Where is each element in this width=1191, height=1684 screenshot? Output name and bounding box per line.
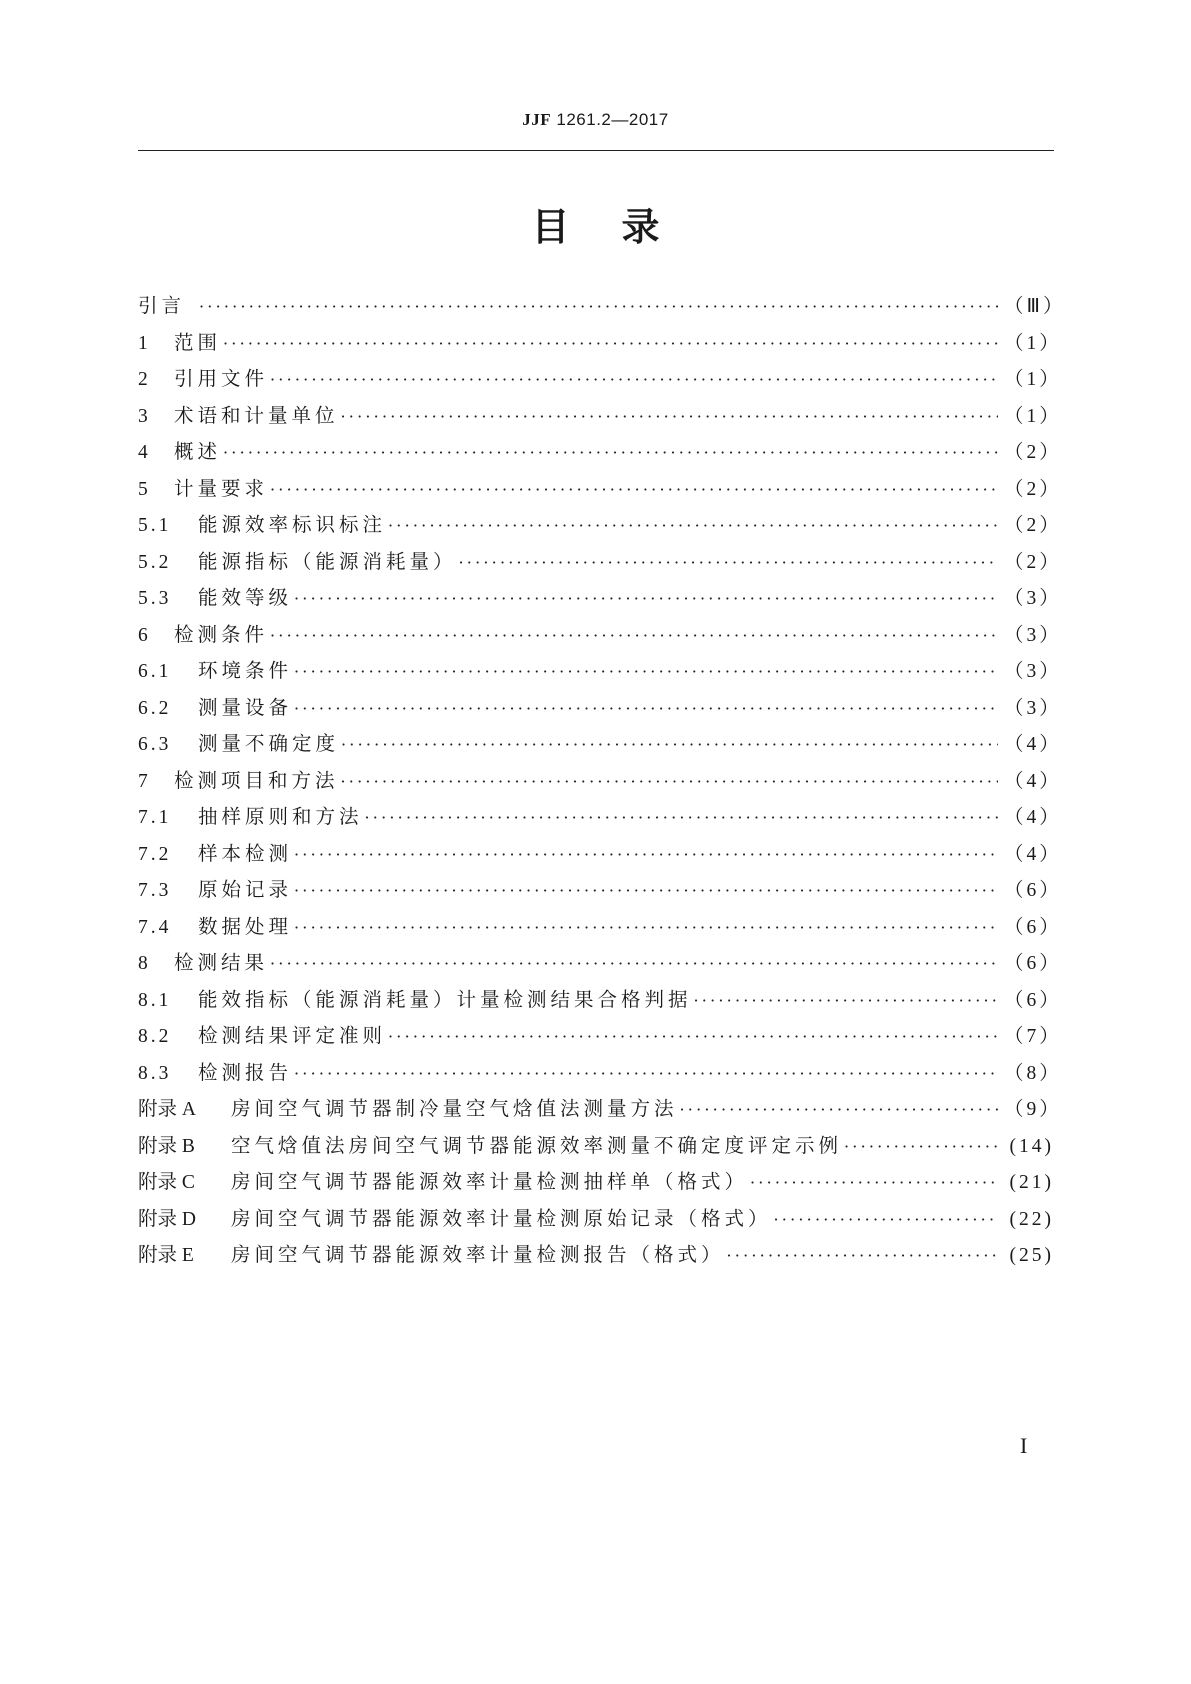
toc-entry-label: 空气焓值法房间空气调节器能源效率测量不确定度评定示例 <box>231 1133 843 1157</box>
toc-entry-page: (14) <box>1009 1135 1054 1157</box>
dot-leader <box>199 297 998 316</box>
toc-entry-page: （6） <box>1004 953 1062 974</box>
toc-entry[interactable] <box>138 582 1062 619</box>
toc-entry-label: 抽样原则和方法 <box>198 805 363 828</box>
toc-entry-label: 范围 <box>174 330 222 354</box>
toc-entry[interactable] <box>138 546 1062 583</box>
toc-entry-page: （9） <box>1004 1099 1062 1120</box>
dot-leader <box>270 480 998 499</box>
dot-leader <box>294 881 998 900</box>
dot-leader <box>388 1027 998 1046</box>
toc-entry-number: 6 <box>138 624 151 646</box>
toc-entry-number: 2 <box>138 369 151 390</box>
dot-leader <box>270 626 998 645</box>
toc-entry-number: 7 <box>138 770 151 792</box>
page-number: I <box>1020 1433 1028 1458</box>
dot-leader <box>774 1210 998 1229</box>
toc-entry-label: 测量不确定度 <box>198 732 340 755</box>
toc-entry-number: 附录 E <box>138 1245 194 1266</box>
dot-leader <box>294 589 998 608</box>
toc-entry-label: 术语和计量单位 <box>174 403 339 427</box>
toc-entry-label: 检测项目和方法 <box>174 768 339 792</box>
toc-entry-number: 7.1 <box>138 807 172 828</box>
toc-entry[interactable] <box>138 473 1062 510</box>
toc-entry-number: 附录 D <box>138 1208 196 1230</box>
table-of-contents <box>138 290 1066 1276</box>
toc-entry-number: 6.2 <box>138 697 172 719</box>
toc-entry-page: （3） <box>1004 588 1062 609</box>
dot-leader <box>270 954 998 973</box>
toc-entry-page: （3） <box>1004 697 1062 719</box>
toc-entry-page: (21) <box>1009 1172 1054 1193</box>
toc-entry[interactable] <box>138 1093 1062 1130</box>
dot-leader <box>459 553 998 572</box>
toc-entry-number: 附录 C <box>138 1172 195 1193</box>
toc-entry[interactable] <box>138 1203 1054 1240</box>
toc-entry-number: 8.1 <box>138 989 172 1011</box>
dot-leader <box>294 699 998 718</box>
toc-entry-page: （4） <box>1004 807 1062 828</box>
toc-entry-number: 3 <box>138 405 151 427</box>
toc-entry[interactable] <box>138 436 1062 473</box>
toc-entry-page: （2） <box>1004 478 1062 500</box>
dot-leader <box>680 1100 998 1119</box>
dot-leader <box>294 918 998 937</box>
dot-leader <box>294 845 998 864</box>
toc-entry[interactable] <box>138 290 1066 327</box>
toc-entry-label: 环境条件 <box>198 659 293 682</box>
toc-entry-label: 原始记录 <box>198 878 293 901</box>
document-code-header <box>0 110 1191 130</box>
dot-leader <box>341 407 998 426</box>
standard-number: 1261.2—2017 <box>551 110 669 129</box>
toc-entry-page: （6） <box>1004 880 1062 901</box>
toc-entry[interactable] <box>138 838 1062 875</box>
toc-entry-page: （4） <box>1004 734 1062 755</box>
toc-entry-page: （2） <box>1004 515 1062 536</box>
dot-leader <box>365 808 998 827</box>
toc-entry[interactable] <box>138 947 1062 984</box>
toc-entry-label: 检测报告 <box>198 1060 293 1084</box>
toc-entry[interactable] <box>138 655 1062 692</box>
toc-entry-label: 房间空气调节器能源效率计量检测抽样单（格式） <box>231 1170 749 1193</box>
toc-entry[interactable] <box>138 1020 1062 1057</box>
toc-entry-page: （1） <box>1004 405 1062 427</box>
toc-entry[interactable] <box>138 509 1062 546</box>
toc-entry-number: 7.2 <box>138 843 172 865</box>
toc-entry-label: 检测结果 <box>174 951 269 974</box>
dot-leader <box>341 735 998 754</box>
dot-leader <box>694 991 998 1010</box>
toc-entry-label: 房间空气调节器能源效率计量检测原始记录（格式） <box>231 1206 772 1230</box>
toc-entry-page: （8） <box>1004 1062 1062 1084</box>
toc-entry-page: （1） <box>1004 369 1062 390</box>
toc-entry-label: 概述 <box>174 440 222 463</box>
toc-entry-number: 6.3 <box>138 734 172 755</box>
toc-entry-label: 计量要求 <box>174 476 269 500</box>
toc-entry[interactable] <box>138 874 1062 911</box>
toc-entry-page: (22) <box>1009 1208 1054 1230</box>
toc-entry[interactable] <box>138 1166 1054 1203</box>
toc-entry-label: 引用文件 <box>174 367 269 390</box>
standard-prefix: JJF <box>522 110 552 129</box>
toc-entry[interactable] <box>138 728 1062 765</box>
toc-entry[interactable] <box>138 619 1062 656</box>
toc-entry-label: 房间空气调节器制冷量空气焓值法测量方法 <box>231 1097 678 1120</box>
dot-leader <box>341 772 998 791</box>
dot-leader <box>388 516 998 535</box>
toc-entry-page: （3） <box>1004 624 1062 646</box>
toc-entry-number: 1 <box>138 332 151 354</box>
toc-entry-label: 能效等级 <box>198 586 293 609</box>
toc-entry[interactable] <box>138 1239 1054 1276</box>
toc-entry-label: 样本检测 <box>198 841 293 865</box>
toc-entry-number: 7.4 <box>138 916 172 938</box>
toc-entry-page: （4） <box>1004 770 1062 792</box>
toc-entry-number: 7.3 <box>138 880 172 901</box>
dot-leader <box>270 370 998 389</box>
dot-leader <box>750 1173 998 1192</box>
toc-entry-number: 5.2 <box>138 551 172 573</box>
dot-leader <box>727 1246 998 1265</box>
page-title: 目录 <box>531 205 712 249</box>
toc-entry-label: 房间空气调节器能源效率计量检测报告（格式） <box>231 1243 725 1266</box>
toc-entry-label: 测量设备 <box>198 695 293 719</box>
toc-entry[interactable] <box>138 984 1062 1021</box>
dot-leader <box>294 1064 998 1083</box>
dot-leader <box>294 662 998 681</box>
toc-entry-number: 8.3 <box>138 1062 172 1084</box>
toc-entry-number: 5 <box>138 478 151 500</box>
dot-leader <box>223 443 998 462</box>
toc-entry-label: 检测结果评定准则 <box>198 1024 387 1047</box>
toc-entry-page: （2） <box>1004 551 1062 573</box>
toc-entry-page: （4） <box>1004 843 1062 865</box>
toc-entry-label: 能源指标（能源消耗量） <box>198 549 457 573</box>
toc-entry-page: （3） <box>1004 661 1062 682</box>
toc-entry-number: 6.1 <box>138 661 172 682</box>
toc-entry-page: （7） <box>1004 1026 1062 1047</box>
toc-entry-page: （2） <box>1004 442 1062 463</box>
toc-entry-number: 附录 A <box>138 1099 196 1120</box>
toc-entry-number: 8.2 <box>138 1026 172 1047</box>
toc-entry-label: 能效指标（能源消耗量）计量检测结果合格判据 <box>198 987 692 1011</box>
toc-entry[interactable] <box>138 1057 1062 1094</box>
toc-entry[interactable] <box>138 692 1062 729</box>
toc-entry[interactable] <box>138 363 1062 400</box>
toc-entry-label: 能源效率标识标注 <box>198 513 387 536</box>
dot-leader <box>844 1137 998 1156</box>
toc-entry-number: 5.1 <box>138 515 172 536</box>
toc-entry-number: 附录 B <box>138 1135 195 1157</box>
toc-entry-page: （Ⅲ） <box>1004 296 1066 317</box>
toc-entry[interactable] <box>138 765 1062 802</box>
toc-entry[interactable] <box>138 1130 1054 1167</box>
toc-entry[interactable] <box>138 400 1062 437</box>
toc-entry[interactable] <box>138 911 1062 948</box>
toc-entry-number: 4 <box>138 442 151 463</box>
toc-entry-number: 8 <box>138 953 151 974</box>
toc-entry[interactable] <box>138 801 1062 838</box>
toc-entry-label: 引言 <box>138 294 186 317</box>
toc-entry-label: 数据处理 <box>198 914 293 938</box>
toc-entry-label: 检测条件 <box>174 622 269 646</box>
toc-entry-page: (25) <box>1009 1245 1054 1266</box>
header-divider <box>138 150 1054 151</box>
dot-leader <box>223 334 998 353</box>
toc-entry-page: （1） <box>1004 332 1062 354</box>
toc-entry-number: 5.3 <box>138 588 172 609</box>
toc-entry-page: （6） <box>1004 916 1062 938</box>
toc-entry[interactable] <box>138 327 1062 364</box>
toc-entry-page: （6） <box>1004 989 1062 1011</box>
